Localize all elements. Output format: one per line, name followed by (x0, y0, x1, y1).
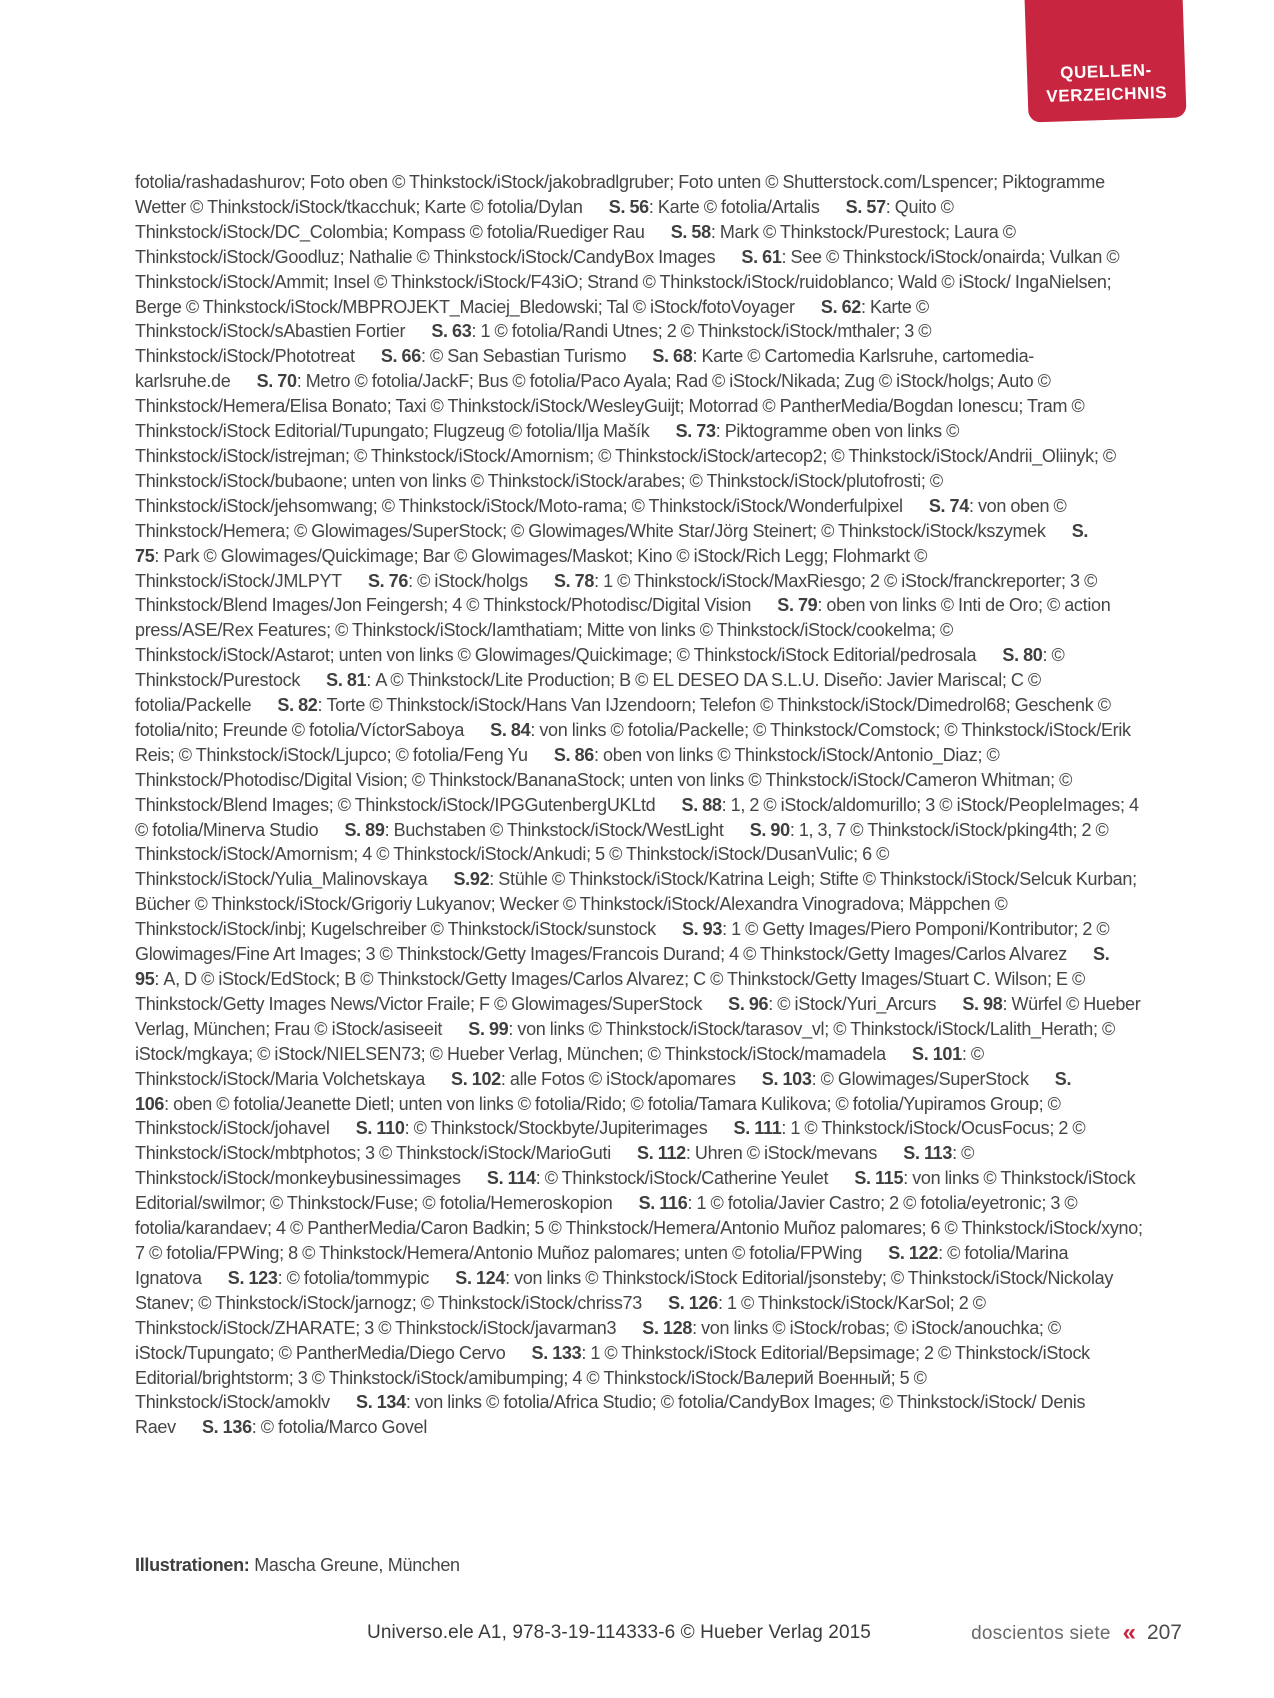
credit-page-ref: S. 114 (486, 1168, 536, 1189)
credit-page-ref: S. 110 (355, 1118, 405, 1139)
credit-page-ref: S. 115 (854, 1168, 904, 1189)
credit-entry: S. 93: 1 © Getty Images/Piero Pomponi/Kontributor; 2 © Glowimages/Fine Art Images; 3 © Thinkstock/Getty Images/Francois Durand; 4 © Thinkstock/Getty Images/Carlos Alvarez (135, 919, 1110, 965)
credit-page-ref: S. 73 (675, 421, 716, 442)
quellenverzeichnis-corner-tab (1023, 0, 1186, 123)
credit-entry: S. 57: Quito © Thinkstock/iStock/DC_Colombia; Kompass © fotolia/Ruediger Rau (135, 196, 954, 242)
credit-entry: S. 99: von links © Thinkstock/iStock/tarasov_vl; © Thinkstock/iStock/Lalith_Herath; © iStock/mgkaya; © iStock/NIELSEN73; © Hueber Verlag, München; © Thinkstock/iStock/mamadela (135, 1018, 1115, 1064)
credit-entry: S. 126: 1 © Thinkstock/iStock/KarSol; 2 © Thinkstock/iStock/ZHARATE; 3 © Thinkstock/iStock/javarman3 (135, 1292, 986, 1338)
credit-page-ref: S. 124 (455, 1267, 506, 1288)
credit-page-ref: S. 76 (367, 570, 409, 591)
credit-page-ref: S. 101 (912, 1043, 962, 1064)
credit-page-ref: S. 116 (638, 1193, 688, 1214)
double-chevron-left-icon: « (1122, 1619, 1135, 1646)
page-indicator (971, 1620, 1182, 1645)
illustrations-text: Mascha Greune, München (254, 1555, 460, 1575)
credit-page-ref: S. 75 (135, 520, 1089, 566)
credit-page-ref: S. 90 (749, 819, 790, 840)
credit-entry: S. 110: © Thinkstock/Stockbyte/Jupiterimages (355, 1118, 708, 1139)
credit-page-ref: S. 62 (820, 296, 861, 317)
credit-page-ref: S. 102 (451, 1068, 501, 1089)
credit-page-ref: S. 81 (326, 670, 367, 691)
credit-entry: S. 113: © Thinkstock/iStock/monkeybusinessimages (135, 1143, 975, 1189)
credit-page-ref: S. 106 (135, 1068, 1072, 1114)
credit-entry: S. 73: Piktogramme oben von links © Thinkstock/iStock/istrejman; © Thinkstock/iStock/Amornism; © Thinkstock/iStock/artecop2; © Thinkstock/iStock/Andrii_Oliinyk; © Thinkstock/iStock/bubaone; unten von links © Thinkstock/iStock/arabes; © Thinkstock/iStock/plutofrosti; © Thinkstock/iStock/jehsomwang; © Thinkstock/iStock/Moto-rama; © Thinkstock/iStock/Wonderfulpixel (135, 421, 1116, 516)
credit-entry: S. 76: © iStock/holgs (367, 570, 528, 591)
credit-page-ref: S. 88 (681, 794, 722, 815)
credit-page-ref: S. 86 (553, 744, 595, 765)
credit-page-ref: S. 80 (1002, 645, 1043, 666)
credit-continuation: fotolia/rashadashurov; Foto oben © Thinkstock/iStock/jakobradlgruber; Foto unten © Shutterstock.com/Lspencer; Piktogramme Wetter © Thinkstock/iStock/tkacchuk; Karte © fotolia/Dylan (135, 172, 1105, 217)
credit-entry: S. 80: © Thinkstock/Purestock (135, 645, 1065, 691)
credit-entry: S. 98: Würfel © Hueber Verlag, München; Frau © iStock/asiseeit (135, 993, 1141, 1039)
credit-page-ref: S. 78 (553, 570, 595, 591)
credit-page-ref: S. 70 (256, 371, 297, 392)
credit-page-ref: S. 79 (777, 595, 818, 616)
credit-page-ref: S. 66 (380, 346, 421, 367)
illustrations-line (135, 1553, 1148, 1578)
credit-page-ref: S. 113 (903, 1143, 953, 1164)
credit-page-ref: S. 58 (670, 221, 711, 242)
credit-page-ref: S. 99 (468, 1018, 509, 1039)
page-number: 207 (1146, 1621, 1182, 1644)
credit-entry: S. 128: von links © iStock/robas; © iStock/anouchka; © iStock/Tupungato; © PantherMedia/Diego Cervo (135, 1317, 1061, 1363)
credit-entry: S. 122: © fotolia/Marina Ignatova (135, 1242, 1069, 1288)
credit-entry: S. 78: 1 © Thinkstock/iStock/MaxRiesgo; 2 © iStock/franckreporter; 3 © Thinkstock/Blend Images/Jon Feingersh; 4 © Thinkstock/Photodisc/Digital Vision (135, 570, 1098, 616)
credit-entry: S. 84: von links © fotolia/Packelle; © Thinkstock/Comstock; © Thinkstock/iStock/Erik Reis; © Thinkstock/iStock/Ljupco; © fotolia/Feng Yu (135, 719, 1131, 765)
credit-entry: S. 133: 1 © Thinkstock/iStock Editorial/Bepsimage; 2 © Thinkstock/iStock Editorial/brightstorm; 3 © Thinkstock/iStock/amibumping; 4 © Thinkstock/iStock/Валерий Военный; 5 © Thinkstock/iStock/amoklv (135, 1342, 1090, 1413)
credit-entry: S. 112: Uhren © iStock/mevans (637, 1143, 878, 1164)
credit-entry: S. 88: 1, 2 © iStock/aldomurillo; 3 © iStock/PeopleImages; 4 © fotolia/Minerva Studio (135, 794, 1139, 840)
credit-page-ref: S. 112 (637, 1143, 686, 1164)
credit-entry: S. 74: von oben © Thinkstock/Hemera; © Glowimages/SuperStock; © Glowimages/White Star/Jörg Steinert; © Thinkstock/iStock/kszymek (135, 495, 1067, 541)
tab-label-line2: VERZEICHNIS (1046, 82, 1168, 106)
credit-entry: S. 124: von links © Thinkstock/iStock Editorial/jsonsteby; © Thinkstock/iStock/Nickolay Stanev; © Thinkstock/iStock/jarnogz; © Thinkstock/iStock/chriss73 (135, 1267, 1114, 1313)
credit-page-ref: S. 96 (728, 993, 769, 1014)
credit-page-ref: S. 123 (227, 1267, 278, 1288)
credit-page-ref: S. 93 (681, 919, 723, 940)
credit-entry: S. 111: 1 © Thinkstock/iStock/OcusFocus; 2 © Thinkstock/iStock/mbtphotos; 3 © Thinkstock/iStock/MarioGuti (135, 1118, 1086, 1164)
credit-entry: S. 106: oben © fotolia/Jeanette Dietl; unten von links © fotolia/Rido; © fotolia/Tamara Kulikova; © fotolia/Yupiramos Group; © Thinkstock/iStock/johavel (135, 1068, 1072, 1139)
credit-entry: S. 63: 1 © fotolia/Randi Utnes; 2 © Thinkstock/iStock/mthaler; 3 © Thinkstock/iStock/Phototreat (135, 321, 932, 367)
credit-entry: S. 61: See © Thinkstock/iStock/onairda; Vulkan © Thinkstock/iStock/Ammit; Insel © Thinkstock/iStock/F43iO; Strand © Thinkstock/iStock/ruidoblanco; Wald © iStock/ IngaNielsen; Berge © Thinkstock/iStock/MBPROJEKT_Maciej_Bledowski; Tal © iStock/fotoVoyager (135, 246, 1120, 317)
credit-entry: S. 56: Karte © fotolia/Artalis (608, 196, 820, 217)
credit-page-ref: S. 134 (355, 1392, 406, 1413)
credit-page-ref: S. 126 (668, 1292, 718, 1313)
credit-entry: S. 96: © iStock/Yuri_Arcurs (728, 993, 937, 1014)
credit-page-ref: S. 98 (962, 993, 1003, 1014)
credit-entry: S. 89: Buchstaben © Thinkstock/iStock/WestLight (344, 819, 724, 840)
credit-page-ref: S.92 (453, 869, 490, 890)
illustrations-label: Illustrationen: (135, 1555, 250, 1575)
credit-entry: S. 115: von links © Thinkstock/iStock Editorial/swilmor; © Thinkstock/Fuse; © fotolia/Hemeroskopion (135, 1168, 1136, 1214)
credit-page-ref: S. 68 (652, 346, 693, 367)
credit-entry: S. 103: © Glowimages/SuperStock (761, 1068, 1029, 1089)
credit-entry: S. 102: alle Fotos © iStock/apomares (451, 1068, 736, 1089)
credit-page-ref: S. 82 (277, 695, 318, 716)
credit-entry: S.92: Stühle © Thinkstock/iStock/Katrina Leigh; Stifte © Thinkstock/iStock/Selcuk Kurban; Bücher © Thinkstock/iStock/Grigoriy Lukyanov; Wecker © Thinkstock/iStock/Alexandra Vinogradova; Mäppchen © Thinkstock/iStock/inbj; Kugelschreiber © Thinkstock/iStock/sunstock (135, 869, 1137, 940)
credit-page-ref: S. 95 (135, 944, 1110, 989)
credit-page-ref: S. 57 (845, 196, 886, 217)
photo-credits-paragraph (135, 170, 1148, 1440)
credit-page-ref: S. 103 (761, 1068, 812, 1089)
credit-entry: S. 58: Mark © Thinkstock/Purestock; Laura © Thinkstock/iStock/Goodluz; Nathalie © Thinkstock/iStock/CandyBox Images (135, 221, 1016, 267)
credit-page-ref: S. 136 (201, 1417, 252, 1438)
credit-entry: S. 136: © fotolia/Marco Govel (201, 1417, 428, 1438)
credit-entry: S. 70: Metro © fotolia/JackF; Bus © fotolia/Paco Ayala; Rad © iStock/Nikada; Zug © iStock/holgs; Auto © Thinkstock/Hemera/Elisa Bonato; Taxi © Thinkstock/iStock/WesleyGuijt; Motorrad © PantherMedia/Bogdan Ionescu; Tram © Thinkstock/iStock Editorial/Tupungato; Flugzeug © fotolia/Ilja Mašík (135, 371, 1085, 442)
credit-page-ref: S. 61 (741, 246, 782, 267)
credit-page-ref: S. 133 (531, 1342, 582, 1363)
credit-entry: S. 123: © fotolia/tommypic (227, 1267, 430, 1288)
credit-page-ref: S. 56 (608, 196, 649, 217)
credit-entry: S. 86: oben von links © Thinkstock/iStock/Antonio_Diaz; © Thinkstock/Photodisc/Digital Vision; © Thinkstock/BananaStock; unten von links © Thinkstock/iStock/Cameron Whitman; © Thinkstock/Blend Images; © Thinkstock/iStock/IPGGutenbergUKLtd (135, 744, 1073, 815)
credit-page-ref: S. 84 (490, 719, 531, 740)
credit-entry: S. 82: Torte © Thinkstock/iStock/Hans Van IJzendoorn; Telefon © Thinkstock/iStock/Dimedrol68; Geschenk © fotolia/nito; Freunde © fotolia/VíctorSaboya (135, 695, 1111, 740)
imprint-line: Universo.ele A1, 978-3-19-114333-6 © Hueber Verlag 2015 (367, 1622, 871, 1643)
credit-page-ref: S. 128 (642, 1317, 693, 1338)
credit-page-ref: S. 89 (344, 819, 385, 840)
credit-entry: S. 95: A, D © iStock/EdStock; B © Thinkstock/Getty Images/Carlos Alvarez; C © Thinkstock/Getty Images/Stuart C. Wilson; E © Thinkstock/Getty Images News/Victor Fraile; F © Glowimages/SuperStock (135, 944, 1110, 1014)
credit-entry: S. 75: Park © Glowimages/Quickimage; Bar © Glowimages/Maskot; Kino © iStock/Rich Legg; Flohmarkt © Thinkstock/iStock/JMLPYT (135, 520, 1089, 591)
page-number-words: doscientos siete (971, 1623, 1111, 1644)
credit-page-ref: S. 111 (733, 1118, 782, 1139)
credit-page-ref: S. 122 (888, 1242, 939, 1263)
credit-entry: S. 116: 1 © fotolia/Javier Castro; 2 © fotolia/eyetronic; 3 © fotolia/karandaev; 4 © PantherMedia/Caron Badkin; 5 © Thinkstock/Hemera/Antonio Muñoz palomares; 6 © Thinkstock/iStock/xyno; 7 © fotolia/FPWing; 8 © Thinkstock/Hemera/Antonio Muñoz palomares; unten © fotolia/FPWing (135, 1193, 1143, 1263)
credit-entry: S. 79: oben von links © Inti de Oro; © action press/ASE/Rex Features; © Thinkstock/iStock/Iamthatiam; Mitte von links © Thinkstock/iStock/cookelma; © Thinkstock/iStock/Astarot; unten von links © Glowimages/Quickimage; © Thinkstock/iStock Editorial/pedrosala (135, 595, 1111, 666)
credit-entry: S. 68: Karte © Cartomedia Karlsruhe, cartomedia-karlsruhe.de (135, 346, 1034, 392)
credit-entry: S. 134: von links © fotolia/Africa Studio; © fotolia/CandyBox Images; © Thinkstock/iStock/ Denis Raev (135, 1392, 1086, 1438)
tab-label-line1: QUELLEN- (1059, 60, 1153, 83)
credit-entry: S. 114: © Thinkstock/iStock/Catherine Yeulet (486, 1168, 829, 1189)
credit-entry: S. 101: © Thinkstock/iStock/Maria Volchetskaya (135, 1043, 984, 1089)
credit-entry: S. 62: Karte © Thinkstock/iStock/sAbastien Fortier (135, 296, 929, 342)
credit-page-ref: S. 74 (928, 495, 969, 516)
credit-entry: S. 66: © San Sebastian Turismo (380, 346, 627, 367)
credit-entry: S. 81: A © Thinkstock/Lite Production; B © EL DESEO DA S.L.U. Diseño: Javier Mariscal; C © fotolia/Packelle (135, 670, 1041, 716)
credit-entry: S. 90: 1, 3, 7 © Thinkstock/iStock/pking4th; 2 © Thinkstock/iStock/Amornism; 4 © Thinkstock/iStock/Ankudi; 5 © Thinkstock/iStock/DusanVulic; 6 © Thinkstock/iStock/Yulia_Malinovskaya (135, 819, 1109, 890)
credit-page-ref: S. 63 (431, 321, 472, 342)
